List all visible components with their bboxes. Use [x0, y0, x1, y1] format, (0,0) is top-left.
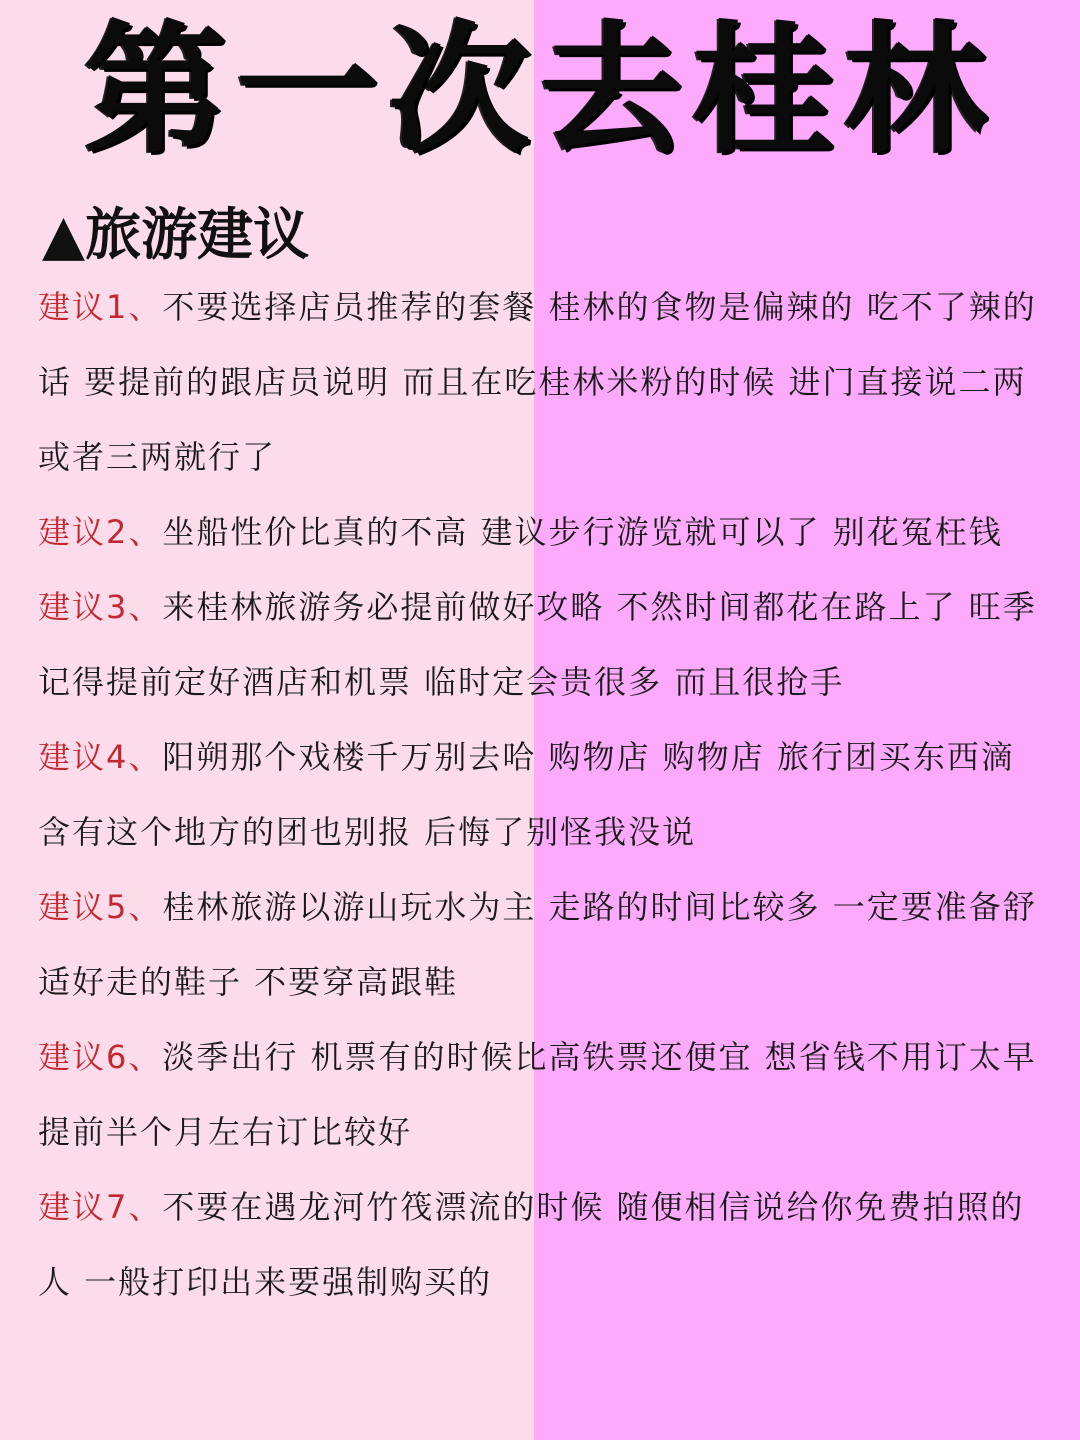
tip-text: 不要选择店员推荐的套餐 桂林的食物是偏辣的 吃不了辣的话 要提前的跟店员说明 而且在吃桂林米粉的时候 进门直接说二两或者三两就行了 [38, 288, 1037, 476]
tip-item-2 [38, 495, 1048, 570]
tip-text: 不要在遇龙河竹筏漂流的时候 随便相信说给你免费拍照的人 一般打印出来要强制购买的 [38, 1188, 1025, 1301]
tip-text: 坐船性价比真的不高 建议步行游览就可以了 别花冤枉钱 [162, 513, 1003, 551]
tip-item-5 [38, 870, 1048, 1020]
section-heading [42, 200, 309, 272]
page-title: 第一次去桂林 [84, 7, 996, 173]
tip-item-7 [38, 1170, 1048, 1320]
tip-label: 建议5、 [38, 888, 163, 926]
tips-list [38, 270, 1048, 1320]
tip-item-1 [38, 270, 1048, 495]
tip-label: 建议7、 [38, 1188, 163, 1226]
tip-item-3 [38, 570, 1048, 720]
tip-label: 建议3、 [38, 588, 163, 626]
tip-label: 建议4、 [38, 738, 163, 776]
tip-item-6 [38, 1020, 1048, 1170]
tip-label: 建议1、 [38, 288, 163, 326]
triangle-icon: ▲ [42, 203, 86, 268]
tip-text: 阳朔那个戏楼千万别去哈 购物店 购物店 旅行团买东西滴 含有这个地方的团也别报 后悔了别怪我没说 [38, 738, 1015, 851]
section-heading-text: 旅游建议 [85, 203, 310, 268]
tip-label: 建议2、 [38, 513, 163, 551]
tip-item-4 [38, 720, 1048, 870]
tip-text: 淡季出行 机票有的时候比高铁票还便宜 想省钱不用订太早 提前半个月左右订比较好 [38, 1038, 1037, 1151]
tip-text: 桂林旅游以游山玩水为主 走路的时间比较多 一定要准备舒适好走的鞋子 不要穿高跟鞋 [38, 888, 1037, 1001]
tip-text: 来桂林旅游务必提前做好攻略 不然时间都花在路上了 旺季记得提前定好酒店和机票 临时定会贵很多 而且很抢手 [38, 588, 1037, 701]
tip-label: 建议6、 [38, 1038, 163, 1076]
